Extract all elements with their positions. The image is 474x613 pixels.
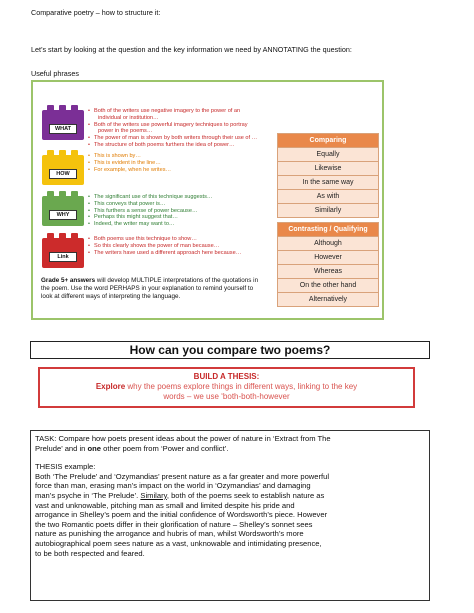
bullet-dot: • xyxy=(88,207,90,214)
block-label: WHY xyxy=(49,210,77,220)
bullet-dot: • xyxy=(88,236,90,242)
contrasting-item: On the other hand xyxy=(277,279,379,293)
comparing-item: Equally xyxy=(277,148,379,162)
bullet-text: For example, when he writes… xyxy=(94,166,172,173)
example-line: force than man, erasing man’s impact on the world in ‘Ozymandias’ and damaging xyxy=(35,481,311,491)
bullet-text: Both of the writers use negative imagery to the power of an xyxy=(94,108,241,114)
thesis-box xyxy=(38,367,415,408)
bullet-dot: • xyxy=(88,214,90,221)
contrasting-item: Whereas xyxy=(277,265,379,279)
bullet-dot: • xyxy=(88,200,90,207)
task-box xyxy=(30,430,430,601)
bullet-text: Both of the writers use powerful imagery techniques to portray xyxy=(94,121,248,128)
bullet-dot: • xyxy=(88,141,90,148)
task-one: one xyxy=(87,443,102,453)
page-heading: Comparative poetry – how to structure it: xyxy=(31,8,161,17)
grade-text-line: will develop MULTIPLE interpretations of the quotations in xyxy=(95,277,259,284)
bullet-list-how xyxy=(88,153,171,173)
thesis-line1: why the poems explore things in different ways, linking to the key xyxy=(125,382,358,391)
bullet-dot: • xyxy=(88,159,90,166)
thesis-line2: words – we use ‘both-both-however xyxy=(163,392,290,401)
bullet-list-why xyxy=(88,194,212,228)
bullet-text: This is shown by… xyxy=(94,153,141,159)
example-line: arrogance in Shelley’s poem and the initial confidence of Wordsworth’s piece. However xyxy=(35,510,328,520)
thesis-example-label: THESIS example: xyxy=(35,462,96,472)
grade-note xyxy=(41,277,269,301)
block-stud xyxy=(47,233,54,239)
block-what-icon xyxy=(42,110,84,140)
block-stud xyxy=(59,233,66,239)
bullet-list-link xyxy=(88,236,241,256)
bullet-text: This conveys that power is… xyxy=(94,200,166,207)
block-stud xyxy=(71,233,78,239)
block-how-icon xyxy=(42,155,84,185)
contrasting-header: Contrasting / Qualifying xyxy=(277,222,379,237)
bullet-dot: • xyxy=(88,135,90,142)
useful-phrases-label: Useful phrases xyxy=(31,69,79,78)
bullet-dot: • xyxy=(88,108,90,114)
bullet-dot: • xyxy=(88,121,90,128)
bullet-text: Both poems use this technique to show… xyxy=(94,236,197,242)
block-link-icon xyxy=(42,238,84,268)
contrasting-item: Alternatively xyxy=(277,293,379,307)
block-label: HOW xyxy=(49,169,77,179)
task-line: other poem from ‘Power and conflict’. xyxy=(101,443,229,453)
comparing-item: In the same way xyxy=(277,176,379,190)
block-stud xyxy=(71,105,78,111)
example-line: , both of the poems seek to establish nature as xyxy=(166,490,325,500)
example-line: Both ‘The Prelude’ and ‘Ozymandias’ present nature as a far greater and more powerful xyxy=(35,471,330,481)
bullet-dot: • xyxy=(88,194,90,200)
block-label: WHAT xyxy=(49,124,77,134)
block-stud xyxy=(71,191,78,197)
bullet-text: individual or institution… xyxy=(98,114,159,121)
bullet-text: The structure of both poems furthers the idea of power… xyxy=(94,141,235,148)
contrasting-item: However xyxy=(277,251,379,265)
grade-text-line: the poem. Use the word PERHAPS in your explanation to remind yourself to xyxy=(41,285,254,292)
grade-bold: Grade 5+ answers xyxy=(41,277,96,284)
example-line: to be both respected and feared. xyxy=(35,548,145,558)
grade-text-line: look at different ways of interpreting the language. xyxy=(41,293,181,300)
task-line: Prelude’ and in xyxy=(35,443,88,453)
block-stud xyxy=(59,150,66,156)
example-line: nature as punishing the arrogance and hubris of man, whilst Wordsworth’s more xyxy=(35,529,304,539)
example-line: man’s psyche in ‘The Prelude’. xyxy=(35,490,139,500)
comparing-item: As with xyxy=(277,190,379,204)
example-line: vast and unknowable, pitching man as small and limited despite his pride and xyxy=(35,500,295,510)
comparing-item: Likewise xyxy=(277,162,379,176)
block-stud xyxy=(59,105,66,111)
bullet-text: Perhaps this might suggest that… xyxy=(94,214,178,221)
bullet-text: The writers have used a different approach here because… xyxy=(94,249,242,256)
thesis-explore: Explore xyxy=(95,382,126,391)
bullet-list-what xyxy=(88,108,257,149)
bullet-text: Indeed, the writer may want to… xyxy=(94,221,175,228)
bullet-text: The power of man is shown by both writers through their use of … xyxy=(94,135,258,142)
contrasting-item: Although xyxy=(277,237,379,251)
instruction-text: Let’s start by looking at the question and the key information we need by ANNOTATING the question: xyxy=(31,45,352,54)
example-line: autobiographical poem sees nature as a vast, unknowable and intimidating presence, xyxy=(35,538,322,548)
bullet-text: The significant use of this technique suggests… xyxy=(94,194,213,200)
bullet-dot: • xyxy=(88,249,90,256)
compare-heading: How can you compare two poems? xyxy=(30,341,430,359)
block-stud xyxy=(59,191,66,197)
example-line: the two Romantic poets differ in their glorification of nature – Shelley’s sonnet sees xyxy=(35,519,313,529)
comparing-item: Similarly xyxy=(277,204,379,218)
block-stud xyxy=(71,150,78,156)
thesis-title: BUILD A THESIS: xyxy=(193,372,260,381)
bullet-dot: • xyxy=(88,153,90,159)
contrasting-table xyxy=(277,222,379,307)
block-stud xyxy=(47,150,54,156)
comparing-header: Comparing xyxy=(277,133,379,148)
similary-word: Similary xyxy=(140,490,167,500)
task-line: TASK: Compare how poets present ideas about the power of nature in ‘Extract from The xyxy=(35,434,331,443)
block-label: Link xyxy=(49,252,77,262)
block-why-icon xyxy=(42,196,84,226)
bullet-text: power in the poems… xyxy=(98,128,153,135)
block-stud xyxy=(47,105,54,111)
bullet-text: So this clearly shows the power of man because… xyxy=(94,242,220,249)
comparing-table xyxy=(277,133,379,218)
bullet-text: This furthers a sense of power because… xyxy=(94,207,198,214)
block-stud xyxy=(47,191,54,197)
bullet-dot: • xyxy=(88,166,90,173)
bullet-dot: • xyxy=(88,242,90,249)
bullet-dot: • xyxy=(88,221,90,228)
bullet-text: This is evident in the line… xyxy=(94,159,161,166)
